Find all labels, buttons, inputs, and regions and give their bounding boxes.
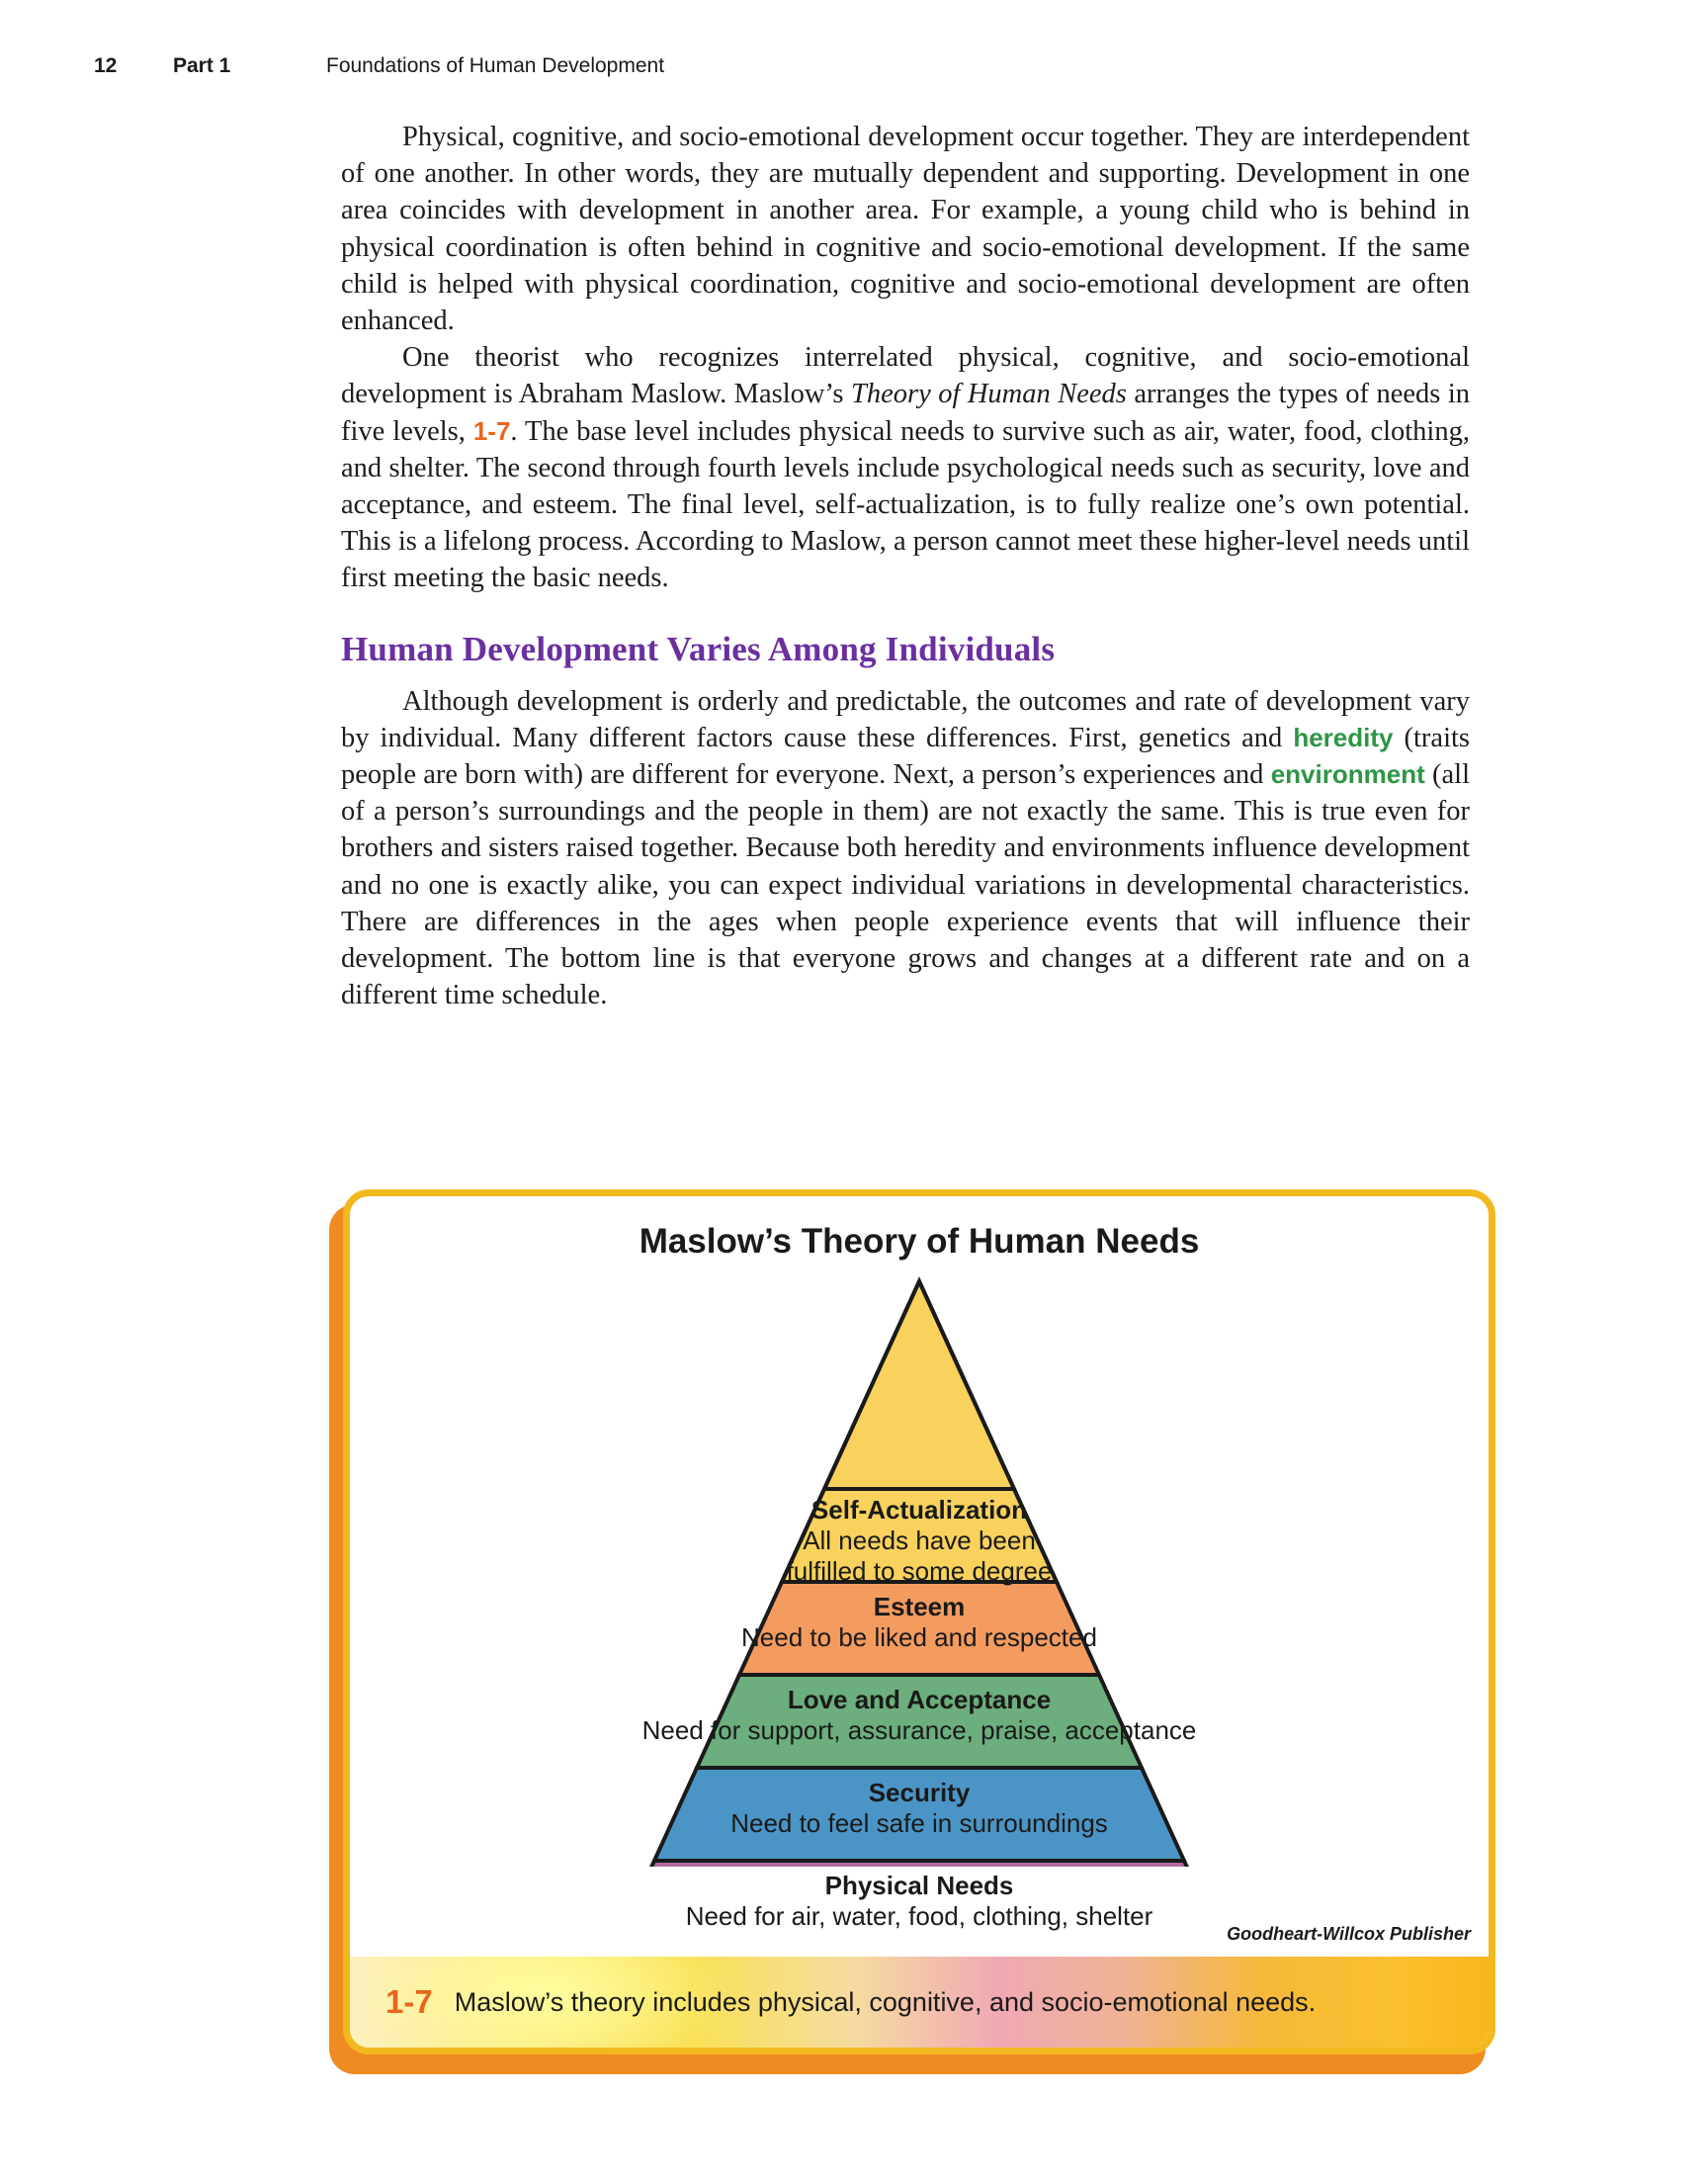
- paragraph-2-text-c: . The base level includes physical needs to survive such as air, water, food, clothing, and shelter. The second through fourth levels include psychological needs such as security, love and acceptance, and esteem. The final level, self-actualization, is to fully realize one’s own potential. This is a lifelong process. According to Maslow, a person cannot meet these higher-level needs until first meeting the basic needs.: [341, 415, 1470, 594]
- body-column: [341, 119, 1470, 1013]
- level-desc-self-actualization-2: fulfilled to some degree: [786, 1556, 1053, 1586]
- figure-title: Maslow’s Theory of Human Needs: [639, 1222, 1200, 1261]
- level-label-physical-needs: [350, 1871, 1489, 1932]
- pyramid-level-physical-needs: [612, 1861, 1227, 1867]
- page-number: 12: [94, 54, 118, 77]
- maslow-pyramid: [350, 1273, 1489, 1931]
- figure-caption-bar: [350, 1957, 1489, 2048]
- running-head: [94, 54, 1181, 78]
- pyramid-level-self-actualization: [824, 1281, 1014, 1489]
- figure-1-7: [343, 1189, 1495, 2054]
- paragraph-3-text-b: (traits people are born with) are different for everyone. Next, a person’s experiences and: [341, 722, 1470, 791]
- paragraph-3-text-c: (all of a person’s surroundings and the people in them) are not exactly the same. This is true even for brothers and sisters raised together. Because both heredity and environments influence development and no one is exactly alike, you can expect individual variations in developmental characteristics. There are differences in the ages when people experience events that will influence their development. The bottom line is that everyone grows and changes at a different rate and on a different time schedule.: [341, 759, 1471, 1011]
- pyramid-level-security: [654, 1768, 1184, 1861]
- level-title-physical-needs: Physical Needs: [824, 1871, 1014, 1900]
- level-desc-self-actualization-1: All needs have been: [803, 1526, 1036, 1555]
- paragraph-2-text-a: One theorist who recognizes interrelated physical, cognitive, and socio-emotional development is Abraham Maslow. Maslow’s: [341, 342, 1470, 410]
- level-title-esteem: Esteem: [873, 1592, 966, 1621]
- level-title-security: Security: [868, 1778, 971, 1807]
- vocab-term-environment: environment: [1270, 759, 1425, 790]
- level-title-love-acceptance: Love and Acceptance: [787, 1685, 1052, 1714]
- theory-title-italic: Theory of Human Needs: [850, 379, 1127, 410]
- pyramid-shapes: [350, 1273, 1489, 1867]
- caption-text: Maslow’s theory includes physical, cognitive, and socio-emotional needs.: [454, 1986, 1317, 2017]
- paragraph-3-text-a: Although development is orderly and predictable, the outcomes and rate of development vary by individual. Many different factors cause these differences. First, genetics and: [341, 685, 1470, 753]
- pyramid-level-self-actualization-body: [782, 1489, 1057, 1582]
- part-label: Part 1: [173, 54, 231, 77]
- level-desc-physical-needs: Need for air, water, food, clothing, shelter: [685, 1901, 1153, 1931]
- caption-number: 1-7: [385, 1983, 433, 2020]
- vocab-term-heredity: heredity: [1293, 722, 1394, 752]
- paragraph-1-text: Physical, cognitive, and socio-emotional development occur together. They are interdependent of one another. In other words, they are mutually dependent and supporting. Development in one area coincides with development in another area. For example, a young child who is behind in physical coordination is often behind in cognitive and socio-emotional development. If the same child is helped with physical coordination, cognitive and socio-emotional development are often enhanced.: [341, 122, 1470, 337]
- section-heading: Human Development Varies Among Individuals: [341, 629, 1056, 668]
- paragraph-3: [341, 683, 1470, 1014]
- level-desc-esteem: Need to be liked and respected: [741, 1622, 1097, 1652]
- level-title-self-actualization: Self-Actualization: [810, 1495, 1028, 1525]
- paragraph-2: [341, 339, 1470, 596]
- paragraph-2-text-b: arranges the types of needs in five levels,: [341, 379, 1470, 447]
- figure-credit: Goodheart-Willcox Publisher: [1227, 1924, 1471, 1944]
- pyramid-level-esteem: [739, 1582, 1099, 1675]
- paragraph-1: [341, 119, 1470, 339]
- chapter-title: Foundations of Human Development: [326, 54, 665, 77]
- level-desc-security: Need to feel safe in surroundings: [730, 1808, 1108, 1838]
- pyramid-level-love-acceptance: [697, 1675, 1142, 1768]
- level-desc-love-acceptance: Need for support, assurance, praise, acceptance: [641, 1715, 1197, 1745]
- figure-reference-link[interactable]: 1-7: [472, 415, 511, 446]
